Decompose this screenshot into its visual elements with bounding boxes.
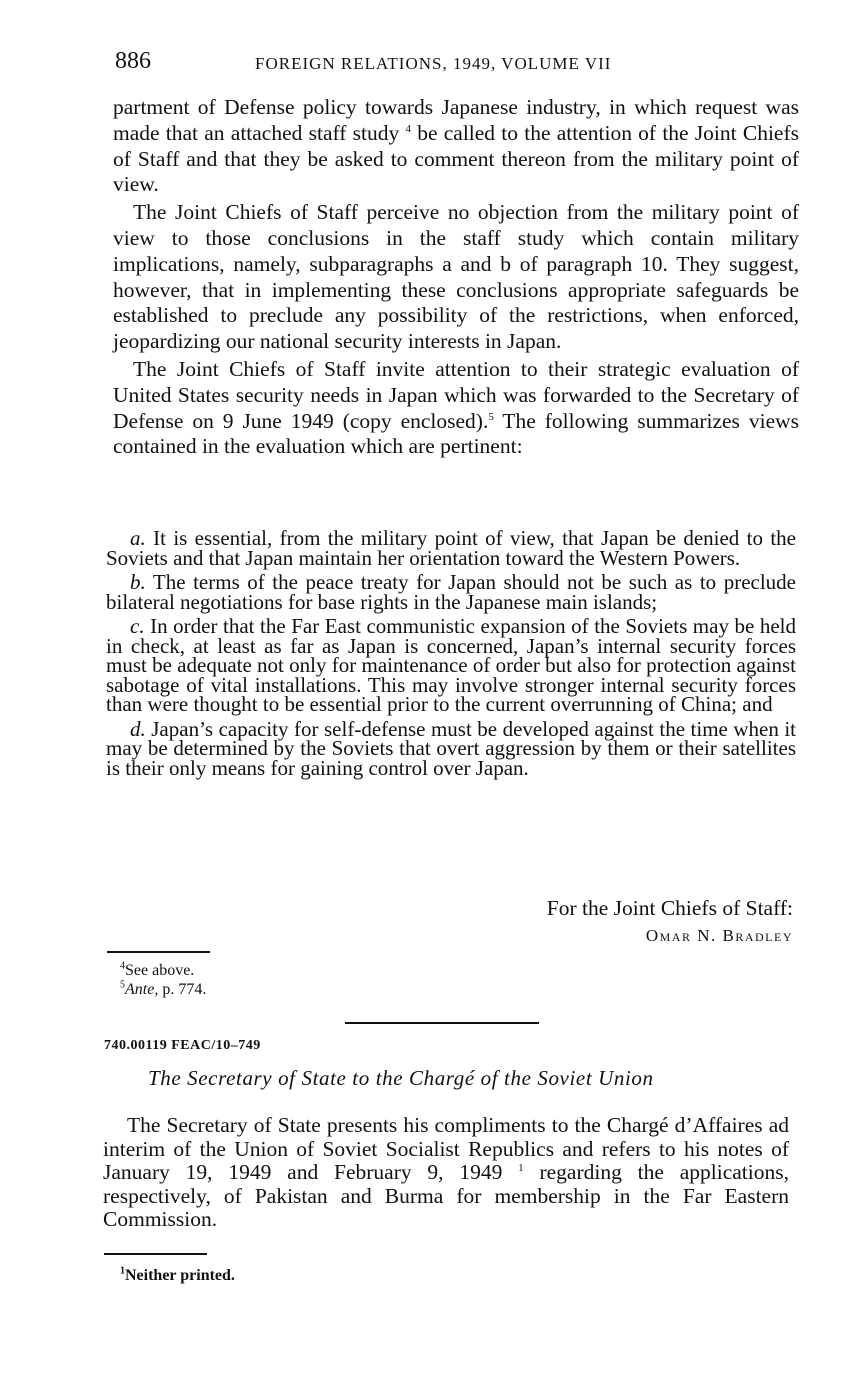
- item-letter: a.: [130, 526, 146, 550]
- item-letter: b.: [130, 570, 146, 594]
- paragraph: partment of Defense policy towards Japanese industry, in which request was made that an attached staff study $^4$ be called to the attention of the Joint Chiefs of Staff and that they be asked to comment thereon from the military point of view.: [113, 95, 799, 197]
- list-item: c. In order that the Far East communistic expansion of the Soviets may be held in check, at least as far as Japan is concerned, Japan’s internal security forces must be adequate not only for maintenance of order but also for protection against sabotage of vital installations. This may involve stronger internal security forces than were thought to be essential prior to the current overrunning of China; and: [106, 614, 796, 716]
- footnote: $^5$Ante, p. 774.: [120, 979, 207, 998]
- footnotes: [120, 1266, 235, 1285]
- page-header: [115, 48, 805, 80]
- letter-body: [113, 95, 799, 460]
- footnote-rule: [107, 951, 210, 953]
- evaluation-list: [106, 526, 797, 783]
- note-body: [103, 1114, 789, 1232]
- page-number: 886: [115, 48, 151, 74]
- item-letter: d.: [130, 716, 146, 741]
- section-divider: [345, 1022, 539, 1024]
- footnote-ref: 5: [488, 410, 494, 423]
- item-letter: c.: [130, 614, 145, 638]
- list-item: a. It is essential, from the military point of view, that Japan be denied to the Soviets and that Japan maintain her orientation toward the Western Powers.: [106, 526, 797, 570]
- signatory-name: Omar N. Bradley: [645, 926, 793, 945]
- paragraph: The Joint Chiefs of Staff invite attention to their strategic evaluation of United States security needs in Japan which was forwarded to the Secretary of Defense on 9 June 1949 (copy enclosed).$^5$ The following summarizes views contained in the evaluation which are pertinent:: [113, 356, 800, 459]
- paragraph: The Joint Chiefs of Staff perceive no objection from the military point of view to those conclusions in the staff study which contain military implications, namely, subparagraphs a and b of paragraph 10. They suggest, however, that in implementing these conclusions appropriate safeguards be established to preclude any possibility of the restrictions, when enforced, jeopardizing our national security interests in Japan.: [113, 200, 799, 354]
- signature-line: For the Joint Chiefs of Staff:: [546, 896, 793, 920]
- paragraph: The Secretary of State presents his compliments to the Chargé d’Affaires ad interim of the Union of Soviet Socialist Republics and refers to his notes of January 19, 1949 and February 9, 1949 $^1$ regarding the applications, respectively, of Pakistan and Burma for membership in the Far Eastern Commission.: [103, 1113, 789, 1231]
- list-item: d. Japan’s capacity for self-defense must be developed against the time when it may be determined by the Soviets that overt aggression by them or their satellites is their only means for gaining control over Japan.: [106, 716, 796, 780]
- footnote: $^1$Neither printed.: [120, 1265, 235, 1284]
- footnote-ref: 4: [405, 122, 411, 135]
- footnote-rule: [104, 1253, 207, 1255]
- document-title: The Secretary of State to the Chargé of the Soviet Union: [148, 1066, 654, 1090]
- footnote: $^4$See above.: [120, 960, 195, 979]
- footnote-ref: 1: [518, 1161, 524, 1174]
- list-item: b. The terms of the peace treaty for Japan should not be such as to preclude bilateral negotiations for base rights in the Japanese main islands;: [106, 570, 796, 614]
- footnotes: [120, 961, 206, 999]
- file-number: 740.00119 FEAC/10–749: [104, 1038, 261, 1053]
- running-head: FOREIGN RELATIONS, 1949, VOLUME VII: [255, 54, 612, 73]
